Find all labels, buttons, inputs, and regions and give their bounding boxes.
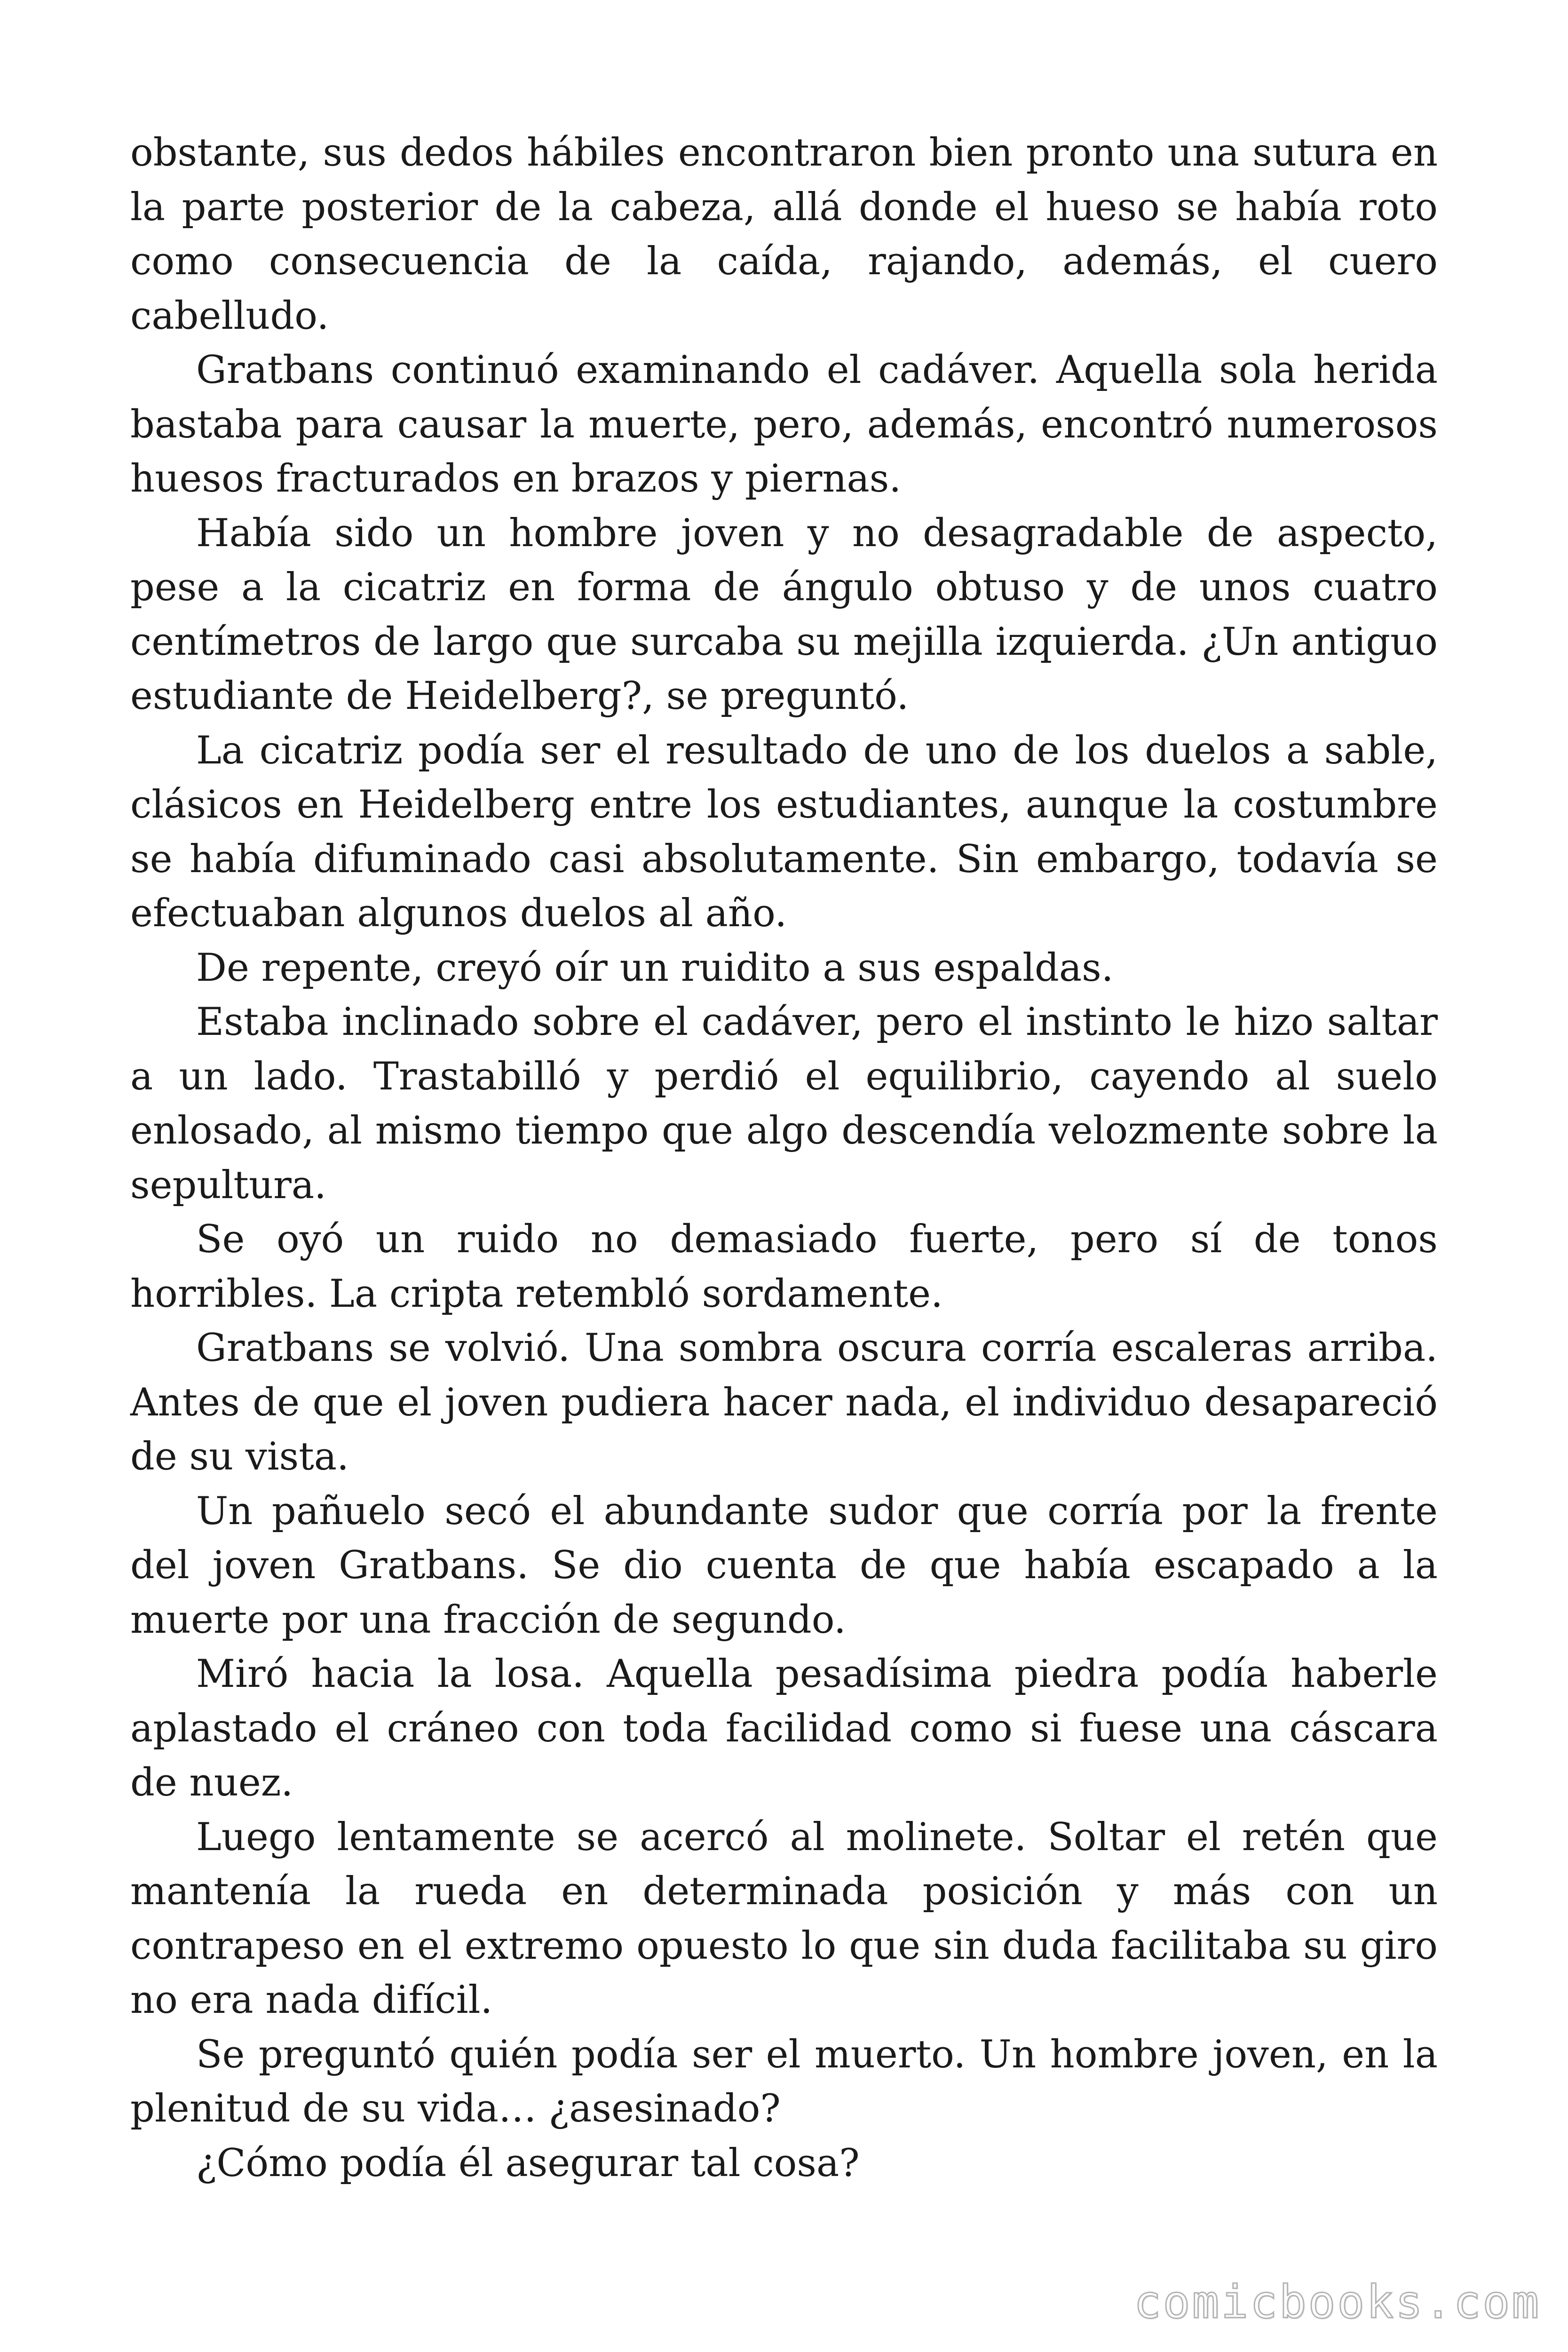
paragraph: Se oyó un ruido no demasiado fuerte, pero sí de tonos horribles. La cripta retembló sordamente. [130,1217,1438,1316]
paragraph: ¿Cómo podía él asegurar tal cosa? [196,2141,860,2185]
paragraph-continuation: obstante, sus dedos hábiles encontraron bien pronto una sutura en la parte posterior de la cabeza, allá donde el hueso se había roto como consecuencia de la caída, rajando, además, el cuero cabelludo. [130,131,1438,338]
paragraph: Gratbans se volvió. Una sombra oscura corría escaleras arriba. Antes de que el joven pudiera hacer nada, el individuo desapareció de su vista. [130,1326,1438,1479]
paragraph: La cicatriz podía ser el resultado de uno de los duelos a sable, clásicos en Heidelberg entre los estudiantes, aunque la costumbre se había difuminado casi absolutamente. Sin embargo, todavía se efectuaban algunos duelos al año. [130,728,1438,936]
watermark: comicbooks.com [1133,2276,1541,2328]
paragraph: De repente, creyó oír un ruidito a sus espaldas. [196,946,1114,990]
body-text [130,126,1438,2191]
paragraph: Gratbans continuó examinando el cadáver. Aquella sola herida bastaba para causar la muerte, pero, además, encontró numerosos huesos fracturados en brazos y piernas. [130,348,1438,501]
paragraph: Luego lentamente se acercó al molinete. Soltar el retén que mantenía la rueda en determinada posición y más con un contrapeso en el extremo opuesto lo que sin duda facilitaba su giro no era nada difícil. [130,1815,1438,2022]
paragraph: Se preguntó quién podía ser el muerto. Un hombre joven, en la plenitud de su vida… ¿asesinado? [130,2032,1438,2131]
paragraph: Un pañuelo secó el abundante sudor que corría por la frente del joven Gratbans. Se dio cuenta de que había escapado a la muerte por una fracción de segundo. [130,1489,1438,1642]
paragraph: Había sido un hombre joven y no desagradable de aspecto, pese a la cicatriz en forma de ángulo obtuso y de unos cuatro centímetros de largo que surcaba su mejilla izquierda. ¿Un antiguo estudiante de Heidelberg?, se preguntó. [130,511,1438,718]
paragraph: Miró hacia la losa. Aquella pesadísima piedra podía haberle aplastado el cráneo con toda facilidad como si fuese una cáscara de nuez. [130,1652,1438,1805]
paragraph: Estaba inclinado sobre el cadáver, pero el instinto le hizo saltar a un lado. Trastabilló y perdió el equilibrio, cayendo al suelo enlosado, al mismo tiempo que algo descendía velozmente sobre la sepultura. [130,1000,1438,1208]
